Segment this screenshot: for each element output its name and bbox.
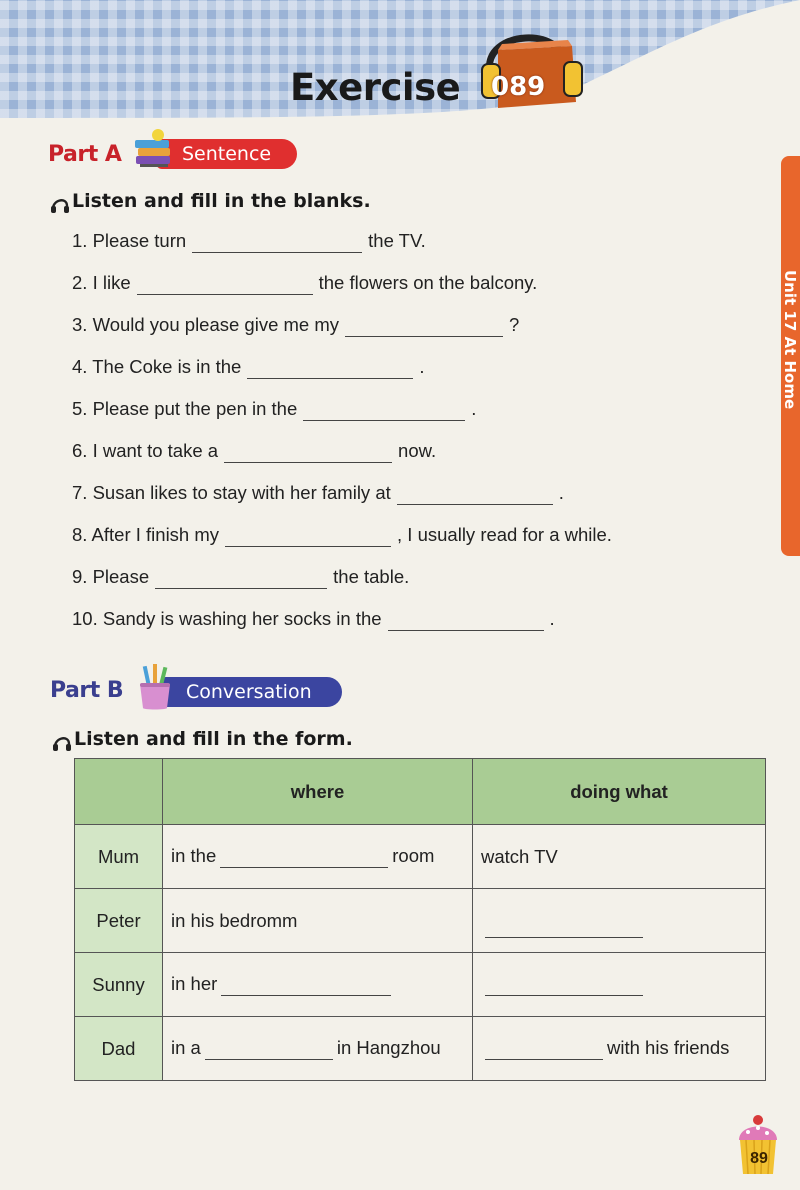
- exercise-number: 089: [491, 72, 546, 102]
- blank-field[interactable]: [388, 611, 544, 631]
- sentence-text: 4. The Coke is in the: [72, 356, 242, 377]
- list-item: [72, 356, 424, 379]
- blank-field[interactable]: [220, 848, 388, 868]
- list-item: [72, 524, 612, 547]
- part-a-instruction: Listen and fill in the blanks.: [72, 190, 371, 212]
- part-b-instruction: Listen and fill in the form.: [74, 728, 353, 750]
- sentence-text: 6. I want to take a: [72, 440, 219, 461]
- doing-cell: [473, 825, 766, 889]
- list-item: [72, 314, 519, 337]
- doing-cell: [473, 889, 766, 953]
- person-name: Dad: [75, 1017, 163, 1081]
- sentence-text: 9. Please: [72, 566, 150, 587]
- pencil-cup-icon: [135, 664, 175, 712]
- person-name: Peter: [75, 889, 163, 953]
- blank-field[interactable]: [247, 359, 413, 379]
- unit-side-tab-label: Unit 17 At Home: [781, 270, 799, 410]
- cell-text: in her: [171, 973, 218, 994]
- sentence-text: now.: [398, 440, 437, 461]
- where-cell: [163, 1017, 473, 1081]
- blank-field[interactable]: [303, 401, 465, 421]
- ear-icon: [50, 194, 70, 214]
- table-header-row: [75, 759, 766, 825]
- blank-field[interactable]: [192, 233, 362, 253]
- cell-text: with his friends: [607, 1037, 730, 1058]
- where-cell: [163, 953, 473, 1017]
- fill-in-form-table: [74, 758, 766, 1081]
- sentence-text: the flowers on the balcony.: [318, 272, 538, 293]
- blank-field[interactable]: [485, 918, 643, 938]
- page-number: 89: [750, 1150, 768, 1167]
- sentence-text: 5. Please put the pen in the: [72, 398, 298, 419]
- person-name: Mum: [75, 825, 163, 889]
- blank-field[interactable]: [345, 317, 503, 337]
- person-name: Sunny: [75, 953, 163, 1017]
- sentence-text: ?: [509, 314, 520, 335]
- part-a-pill: Sentence: [156, 139, 297, 169]
- blank-field[interactable]: [397, 485, 553, 505]
- blank-field[interactable]: [485, 976, 643, 996]
- sentence-text: 7. Susan likes to stay with her family at: [72, 482, 391, 503]
- table-row: [75, 825, 766, 889]
- page-title: Exercise: [290, 66, 461, 109]
- part-a-label: Part A: [48, 142, 122, 167]
- sentence-text: 3. Would you please give me my: [72, 314, 340, 335]
- sentence-text: the TV.: [368, 230, 426, 251]
- sentence-text: .: [471, 398, 477, 419]
- blank-field[interactable]: [224, 443, 392, 463]
- table-row: [75, 953, 766, 1017]
- list-item: [72, 440, 436, 463]
- blank-field[interactable]: [205, 1040, 333, 1060]
- doing-cell: [473, 953, 766, 1017]
- cell-text: in his bedromm: [171, 909, 298, 931]
- part-b-label: Part B: [50, 678, 124, 703]
- blank-field[interactable]: [137, 275, 313, 295]
- cell-text: watch TV: [481, 845, 558, 867]
- sentence-text: the table.: [333, 566, 410, 587]
- table-row: [75, 889, 766, 953]
- doing-cell: [473, 1017, 766, 1081]
- cell-text: in a: [171, 1037, 201, 1058]
- where-cell: [163, 825, 473, 889]
- table-header-cell: where: [163, 759, 473, 825]
- where-cell: [163, 889, 473, 953]
- ear-icon: [52, 732, 72, 752]
- sentence-text: .: [419, 356, 425, 377]
- sentence-text: .: [558, 482, 564, 503]
- sentence-text: 8. After I finish my: [72, 524, 220, 545]
- sentence-text: 1. Please turn: [72, 230, 187, 251]
- table-row: [75, 1017, 766, 1081]
- blank-field[interactable]: [155, 569, 327, 589]
- cell-text: in the: [171, 845, 217, 866]
- cell-text: room: [392, 845, 435, 866]
- sentence-text: , I usually read for a while.: [397, 524, 612, 545]
- list-item: [72, 566, 409, 589]
- list-item: [72, 608, 555, 631]
- list-item: [72, 272, 537, 295]
- sentence-text: 2. I like: [72, 272, 131, 293]
- cell-text: in Hangzhou: [336, 1037, 441, 1058]
- blank-field[interactable]: [225, 527, 391, 547]
- table-header-cell: [75, 759, 163, 825]
- list-item: [72, 482, 564, 505]
- sentence-text: .: [549, 608, 555, 629]
- books-icon: [132, 126, 178, 172]
- list-item: [72, 398, 476, 421]
- part-b-pill: Conversation: [160, 677, 342, 707]
- blank-field[interactable]: [221, 976, 391, 996]
- sentence-text: 10. Sandy is washing her socks in the: [72, 608, 382, 629]
- list-item: [72, 230, 426, 253]
- header-curve: [0, 0, 800, 130]
- table-header-cell: doing what: [473, 759, 766, 825]
- blank-field[interactable]: [485, 1040, 603, 1060]
